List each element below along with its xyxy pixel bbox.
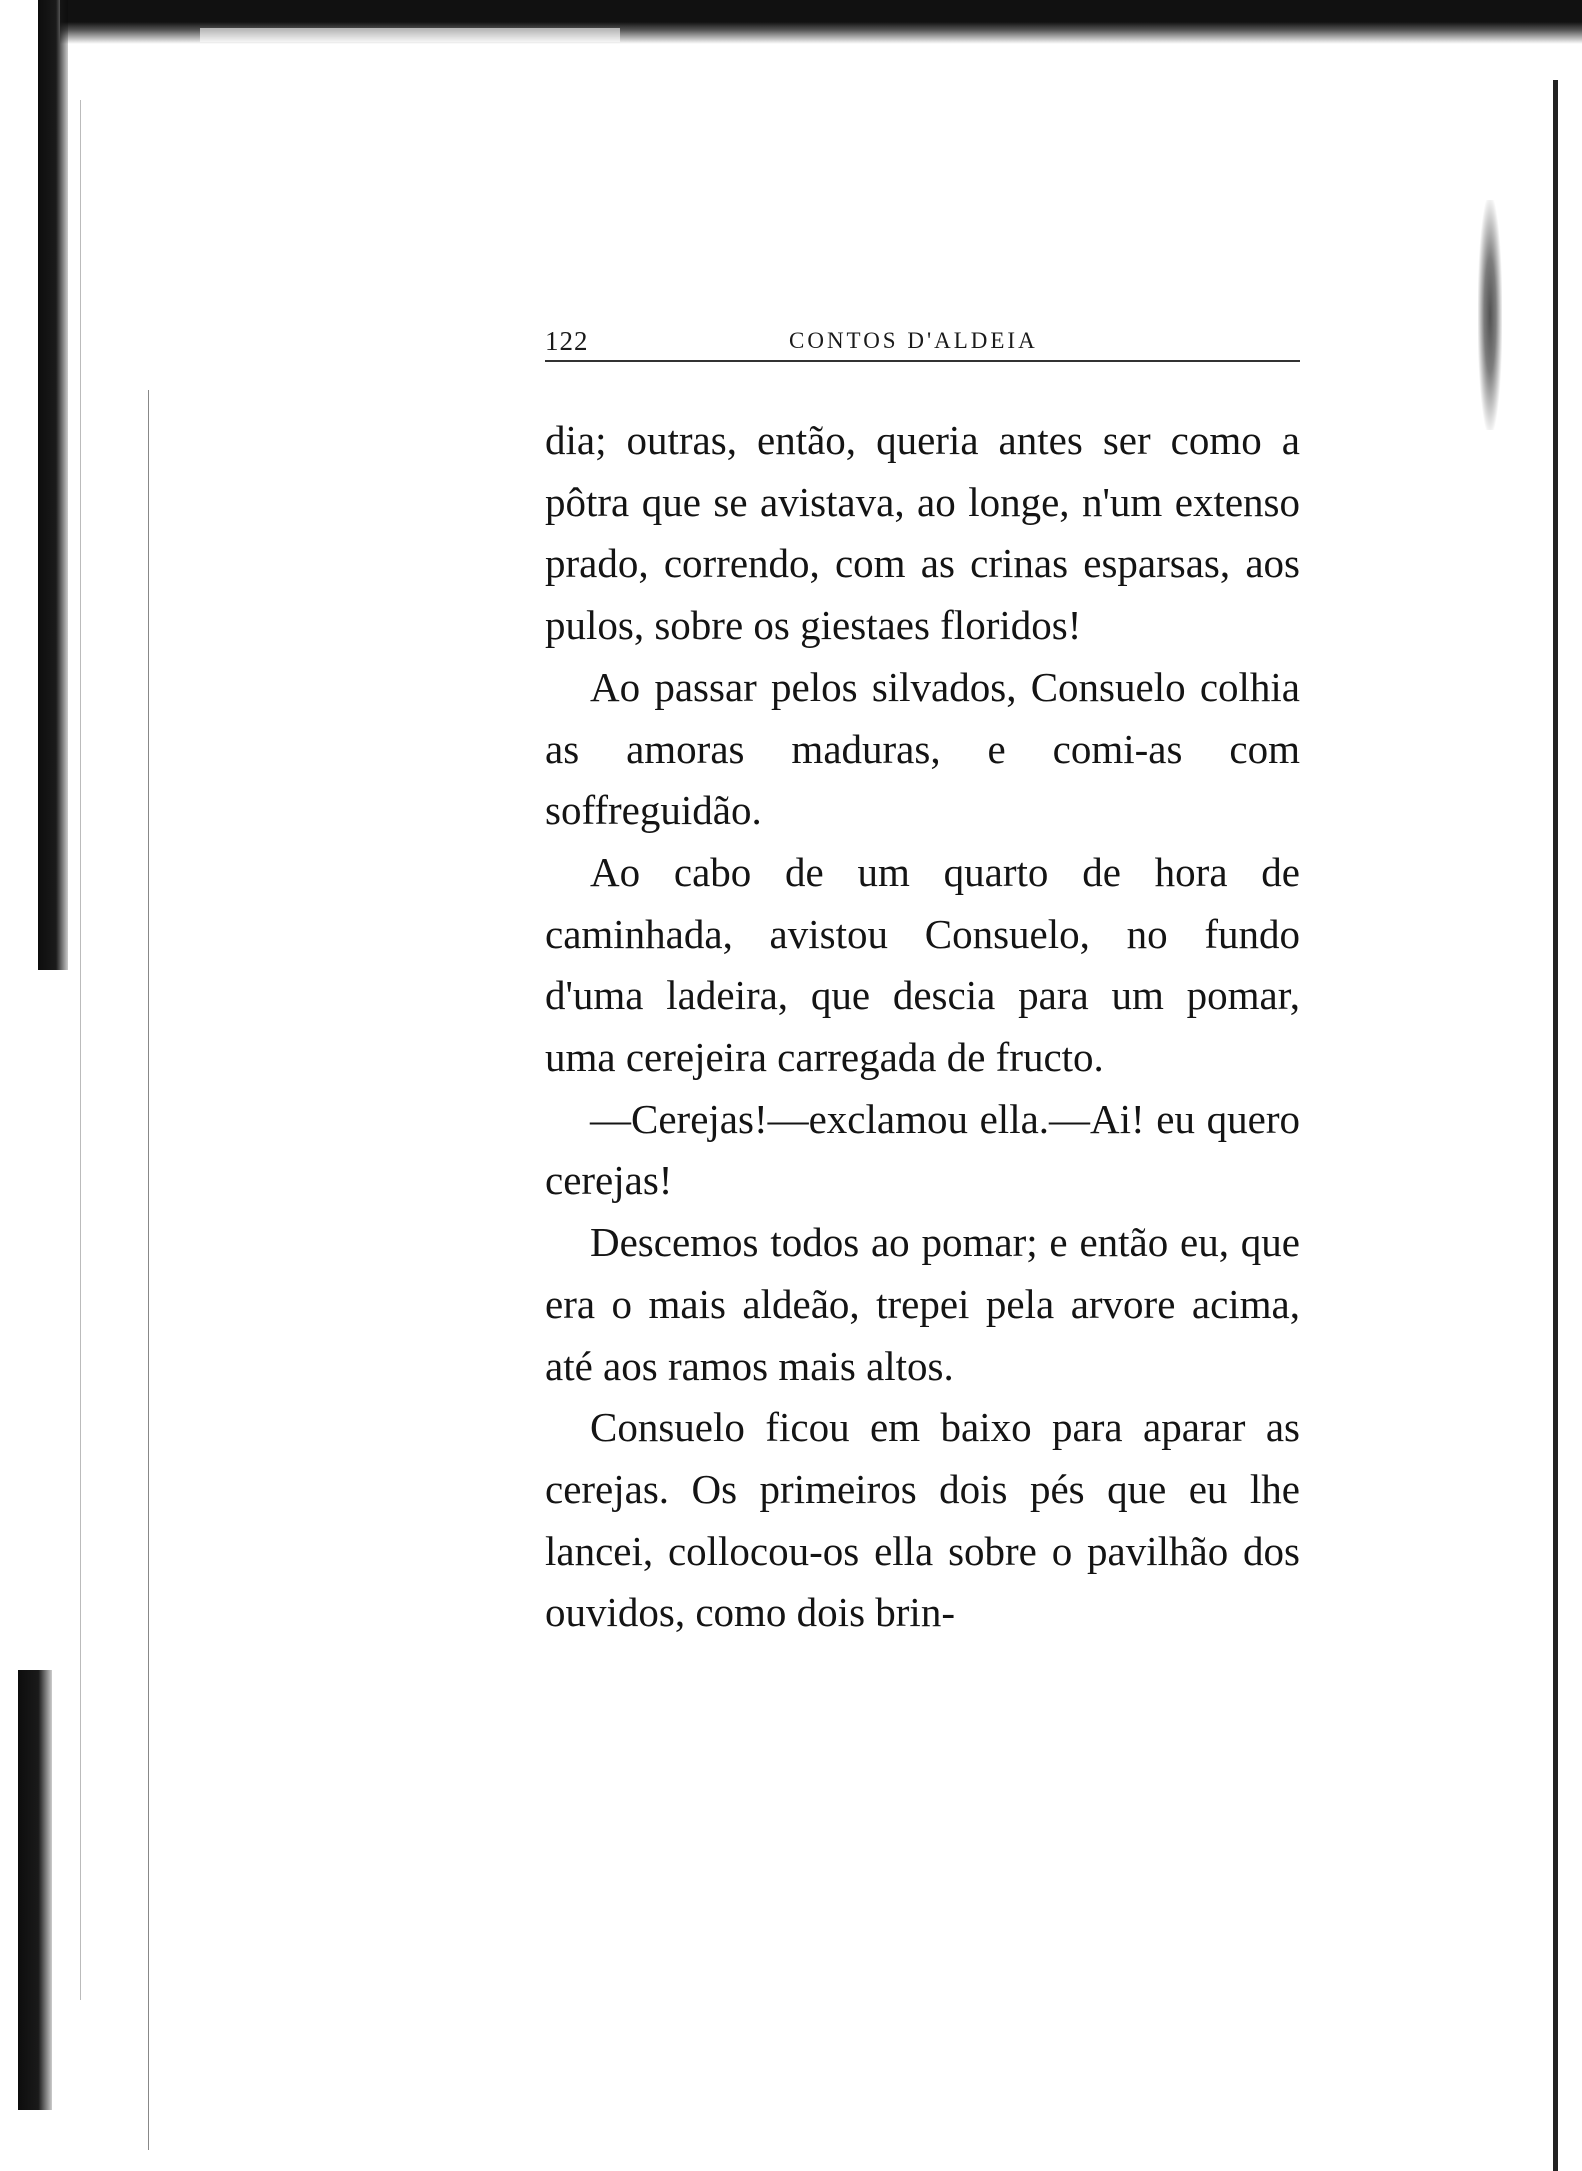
scan-border-left-lower [18, 1670, 52, 2110]
page-header [545, 318, 1300, 362]
scan-border-gap [200, 28, 620, 42]
paragraph: dia; outras, então, queria antes ser como a pôtra que se avistava, ao longe, n'um extenso prado, correndo, com as crinas esparsas, aos pulos, sobre os giestaes floridos! [545, 417, 1300, 649]
paragraph: Consuelo ficou em baixo para aparar as cerejas. Os primeiros dois pés que eu lhe lancei, collocou-os ella sobre o pavilhão dos ouvidos, como dois brin- [545, 1404, 1300, 1636]
scan-smudge [1478, 200, 1502, 430]
paragraph: Ao passar pelos silvados, Consuelo colhia as amoras maduras, e comi-as com soffreguidão. [545, 663, 1300, 834]
paragraph: Ao cabo de um quarto de hora de caminhada, avistou Consuelo, no fundo d'uma ladeira, que descia para um pomar, uma cerejeira carregada de fructo. [545, 848, 1300, 1081]
scan-line [80, 100, 81, 2000]
scan-border-left [38, 0, 68, 970]
running-title: CONTOS D'ALDEIA [789, 328, 1038, 353]
scan-line [148, 390, 149, 2150]
page-number: 122 [545, 326, 589, 356]
body-text [545, 410, 1300, 1644]
scan-border-right [1553, 80, 1558, 2171]
paragraph: Descemos todos ao pomar; e então eu, que era o mais aldeão, trepei pela arvore acima, até aos ramos mais altos. [545, 1219, 1300, 1389]
paragraph: —Cerejas!—exclamou ella.—Ai! eu quero cerejas! [545, 1095, 1300, 1204]
